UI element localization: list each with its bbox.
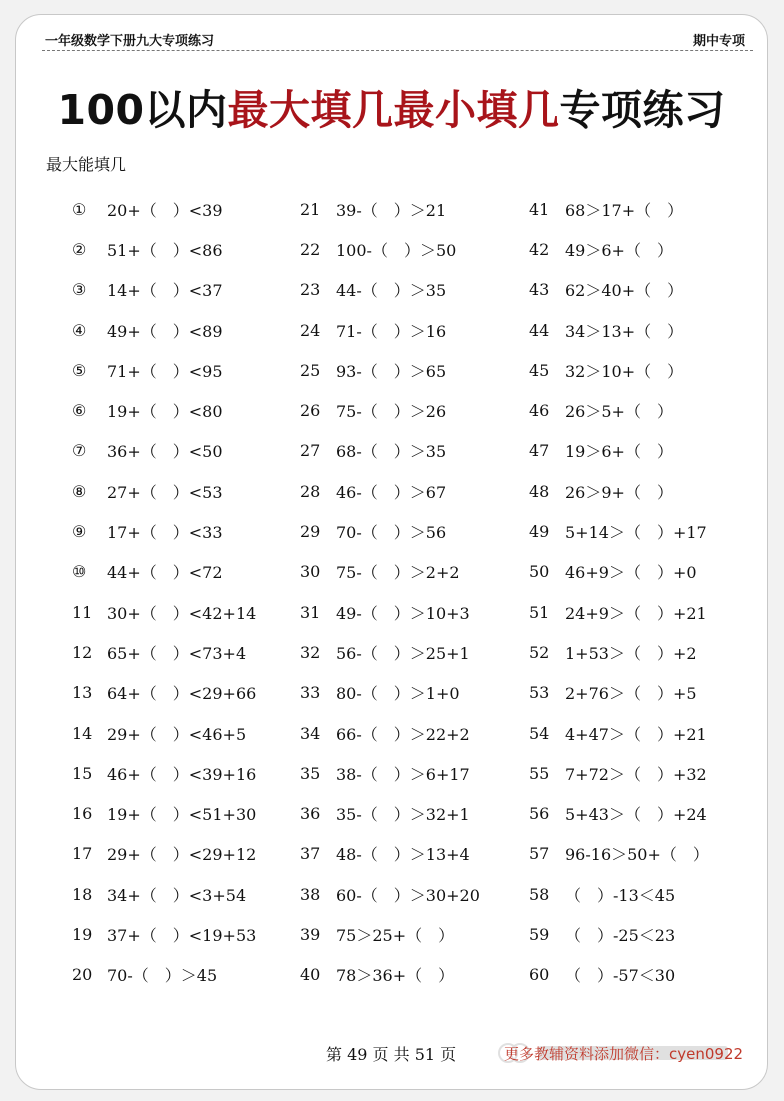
problem-expression: 35-（ ）＞32+1	[336, 805, 470, 825]
problem-number: 11	[72, 602, 93, 622]
problem-item	[529, 753, 709, 793]
problem-number: 40	[300, 965, 321, 985]
problem-number: 19	[72, 924, 93, 944]
problem-number: ⑧	[72, 481, 87, 501]
problem-number: ①	[72, 199, 87, 219]
problem-expression: 2+76＞（ ）+5	[565, 684, 697, 704]
header-right: 期中专项	[692, 34, 745, 49]
problem-expression: 14+（ ）<37	[107, 281, 223, 301]
problem-item	[529, 914, 709, 954]
problem-expression: 1+53＞（ ）+2	[565, 643, 697, 663]
problem-expression: 71+（ ）<95	[107, 361, 223, 381]
problem-item	[300, 592, 480, 632]
problem-number: 24	[300, 320, 321, 340]
problem-number: 52	[529, 642, 550, 662]
problem-expression: 19＞6+（ ）	[565, 442, 673, 462]
problem-expression: 4+47＞（ ）+21	[565, 724, 707, 744]
problem-expression: 49-（ ）＞10+3	[336, 603, 470, 623]
problem-number: 42	[529, 239, 550, 259]
problem-number: 41	[529, 199, 550, 219]
problem-expression: 75-（ ）＞2+2	[336, 563, 460, 583]
problem-number: 35	[300, 763, 321, 783]
problem-expression: 66-（ ）＞22+2	[336, 724, 470, 744]
header-divider	[42, 50, 753, 51]
problem-number: 33	[300, 683, 321, 703]
problem-item	[72, 229, 256, 269]
problem-expression: （ ）-57＜30	[565, 966, 676, 986]
problem-expression: 70-（ ）＞45	[107, 966, 218, 986]
problem-item	[300, 229, 480, 269]
page-title	[16, 77, 767, 136]
problem-item	[300, 834, 480, 874]
problem-expression: 46-（ ）＞67	[336, 482, 447, 502]
problem-item	[72, 834, 256, 874]
problem-number: 14	[72, 723, 93, 743]
problem-item	[529, 471, 709, 511]
problem-expression: 64+（ ）<29+66	[107, 684, 257, 704]
problem-item	[72, 713, 256, 753]
problem-expression: 24+9＞（ ）+21	[565, 603, 707, 623]
problem-expression: 75-（ ）＞26	[336, 402, 447, 422]
problem-item	[529, 390, 709, 430]
problem-number: ⑥	[72, 401, 87, 421]
problem-expression: 80-（ ）＞1+0	[336, 684, 460, 704]
problem-item	[529, 310, 709, 350]
problem-item	[72, 511, 256, 551]
problem-item	[300, 350, 480, 390]
problem-expression: 29+（ ）<46+5	[107, 724, 247, 744]
problem-number: 22	[300, 239, 321, 259]
problem-number: ⑤	[72, 360, 87, 380]
problem-number: 32	[300, 642, 321, 662]
title-highlight: 最大填几最小填几	[227, 86, 560, 134]
problem-number: 18	[72, 884, 93, 904]
problem-number: 23	[300, 280, 321, 300]
problem-number: 59	[529, 924, 550, 944]
problem-expression: （ ）-13＜45	[565, 885, 676, 905]
problem-number: ④	[72, 320, 87, 340]
problem-item	[529, 874, 709, 914]
problem-item	[72, 310, 256, 350]
problem-number: 36	[300, 804, 321, 824]
problem-number: 60	[529, 965, 550, 985]
problem-item	[300, 914, 480, 954]
problem-expression: 26＞5+（ ）	[565, 402, 673, 422]
problem-number: 50	[529, 562, 550, 582]
problem-item	[529, 592, 709, 632]
problem-item	[529, 270, 709, 310]
problem-number: 34	[300, 723, 321, 743]
problem-item	[300, 793, 480, 833]
worksheet-page	[15, 14, 768, 1090]
section-heading: 最大能填几	[46, 155, 127, 174]
problem-item	[529, 431, 709, 471]
problem-number: 31	[300, 602, 321, 622]
problem-number: ③	[72, 280, 87, 300]
problem-number: 45	[529, 360, 550, 380]
header-left: 一年级数学下册九大专项练习	[45, 34, 215, 49]
problem-expression: 36+（ ）<50	[107, 442, 223, 462]
problem-item	[300, 189, 480, 229]
problem-number: 54	[529, 723, 550, 743]
problem-expression: 30+（ ）<42+14	[107, 603, 257, 623]
problem-number: 47	[529, 441, 550, 461]
problem-expression: 44+（ ）<72	[107, 563, 223, 583]
problem-item	[529, 350, 709, 390]
problem-number: 57	[529, 844, 550, 864]
problem-item	[72, 874, 256, 914]
problem-column-3	[529, 189, 709, 995]
problem-item	[72, 914, 256, 954]
problem-item	[72, 270, 256, 310]
problem-item	[72, 350, 256, 390]
problem-number: 39	[300, 924, 321, 944]
problem-expression: （ ）-25＜23	[565, 925, 676, 945]
problem-item	[300, 511, 480, 551]
problem-item	[72, 189, 256, 229]
problem-number: 46	[529, 401, 550, 421]
problem-item	[529, 189, 709, 229]
problem-number: ⑦	[72, 441, 87, 461]
problem-expression: 49＞6+（ ）	[565, 240, 673, 260]
problem-expression: 49+（ ）<89	[107, 321, 223, 341]
problem-number: 43	[529, 280, 550, 300]
problem-expression: 56-（ ）＞25+1	[336, 643, 470, 663]
problem-expression: 51+（ ）<86	[107, 240, 223, 260]
problem-number: ⑩	[72, 562, 87, 582]
problem-expression: 70-（ ）＞56	[336, 523, 447, 543]
problem-number: 12	[72, 642, 93, 662]
problem-expression: 5+43＞（ ）+24	[565, 805, 707, 825]
problem-expression: 17+（ ）<33	[107, 523, 223, 543]
problem-expression: 65+（ ）<73+4	[107, 643, 247, 663]
problem-item	[529, 713, 709, 753]
problem-column-2	[300, 189, 480, 995]
problem-item	[529, 955, 709, 995]
problem-expression: 19+（ ）<51+30	[107, 805, 257, 825]
problem-expression: 46+（ ）<39+16	[107, 764, 257, 784]
problem-expression: 75＞25+（ ）	[336, 925, 455, 945]
problem-item	[72, 592, 256, 632]
problem-item	[300, 632, 480, 672]
problem-item	[300, 390, 480, 430]
problem-item	[300, 713, 480, 753]
problem-number: 56	[529, 804, 550, 824]
problem-number: 37	[300, 844, 321, 864]
problem-number: 28	[300, 481, 321, 501]
problem-expression: 5+14＞（ ）+17	[565, 523, 707, 543]
problem-number: 49	[529, 522, 550, 542]
problem-item	[529, 552, 709, 592]
problem-expression: 29+（ ）<29+12	[107, 845, 257, 865]
problem-item	[529, 511, 709, 551]
problem-expression: 38-（ ）＞6+17	[336, 764, 470, 784]
problem-item	[72, 552, 256, 592]
problem-expression: 68-（ ）＞35	[336, 442, 447, 462]
problem-number: 17	[72, 844, 93, 864]
problem-expression: 46+9＞（ ）+0	[565, 563, 697, 583]
problem-item	[529, 834, 709, 874]
problem-item	[72, 955, 256, 995]
problem-expression: 62＞40+（ ）	[565, 281, 684, 301]
problem-expression: 37+（ ）<19+53	[107, 925, 257, 945]
problem-number: 16	[72, 804, 93, 824]
problem-expression: 39-（ ）＞21	[336, 200, 447, 220]
problem-item	[72, 471, 256, 511]
problem-expression: 78＞36+（ ）	[336, 966, 455, 986]
problem-item	[300, 270, 480, 310]
problem-item	[300, 673, 480, 713]
promo-text: 更多教辅资料添加微信：cyen0922	[504, 1045, 744, 1063]
problem-number: 30	[300, 562, 321, 582]
problem-number: 58	[529, 884, 550, 904]
problem-number: 20	[72, 965, 93, 985]
problem-item	[529, 673, 709, 713]
problem-item	[529, 229, 709, 269]
problem-number: 48	[529, 481, 550, 501]
problem-item	[72, 793, 256, 833]
problem-number: ②	[72, 239, 87, 259]
problem-item	[300, 471, 480, 511]
problem-column-1	[72, 189, 256, 995]
problem-expression: 60-（ ）＞30+20	[336, 885, 480, 905]
problem-number: 26	[300, 401, 321, 421]
problem-expression: 7+72＞（ ）+32	[565, 764, 707, 784]
problem-expression: 93-（ ）＞65	[336, 361, 447, 381]
problem-expression: 48-（ ）＞13+4	[336, 845, 470, 865]
problem-expression: 32＞10+（ ）	[565, 361, 684, 381]
title-suffix: 专项练习	[559, 86, 726, 134]
problem-item	[72, 431, 256, 471]
problem-expression: 68＞17+（ ）	[565, 200, 684, 220]
problem-item	[529, 632, 709, 672]
problem-expression: 44-（ ）＞35	[336, 281, 447, 301]
problem-number: ⑨	[72, 522, 87, 542]
problem-item	[72, 390, 256, 430]
problem-item	[300, 874, 480, 914]
problem-expression: 96-16＞50+（ ）	[565, 845, 709, 865]
problem-number: 21	[300, 199, 321, 219]
problem-expression: 34+（ ）<3+54	[107, 885, 247, 905]
problem-item	[300, 552, 480, 592]
problem-item	[529, 793, 709, 833]
problem-item	[300, 955, 480, 995]
problem-item	[300, 310, 480, 350]
problem-number: 25	[300, 360, 321, 380]
problem-expression: 20+（ ）<39	[107, 200, 223, 220]
problem-number: 38	[300, 884, 321, 904]
problem-number: 55	[529, 763, 550, 783]
problem-number: 29	[300, 522, 321, 542]
problem-number: 15	[72, 763, 93, 783]
problem-number: 27	[300, 441, 321, 461]
problem-item	[72, 753, 256, 793]
title-prefix: 100以内	[57, 86, 228, 134]
problem-number: 44	[529, 320, 550, 340]
page-number: 第 49 页 共 51 页	[326, 1045, 457, 1064]
problem-item	[72, 673, 256, 713]
problem-number: 51	[529, 602, 550, 622]
problem-item	[72, 632, 256, 672]
problem-expression: 26＞9+（ ）	[565, 482, 673, 502]
problem-expression: 27+（ ）<53	[107, 482, 223, 502]
problem-item	[300, 753, 480, 793]
problem-number: 13	[72, 683, 93, 703]
problem-expression: 19+（ ）<80	[107, 402, 223, 422]
problem-number: 53	[529, 683, 550, 703]
problem-expression: 34＞13+（ ）	[565, 321, 684, 341]
problem-item	[300, 431, 480, 471]
problem-expression: 100-（ ）＞50	[336, 240, 457, 260]
problem-expression: 71-（ ）＞16	[336, 321, 447, 341]
